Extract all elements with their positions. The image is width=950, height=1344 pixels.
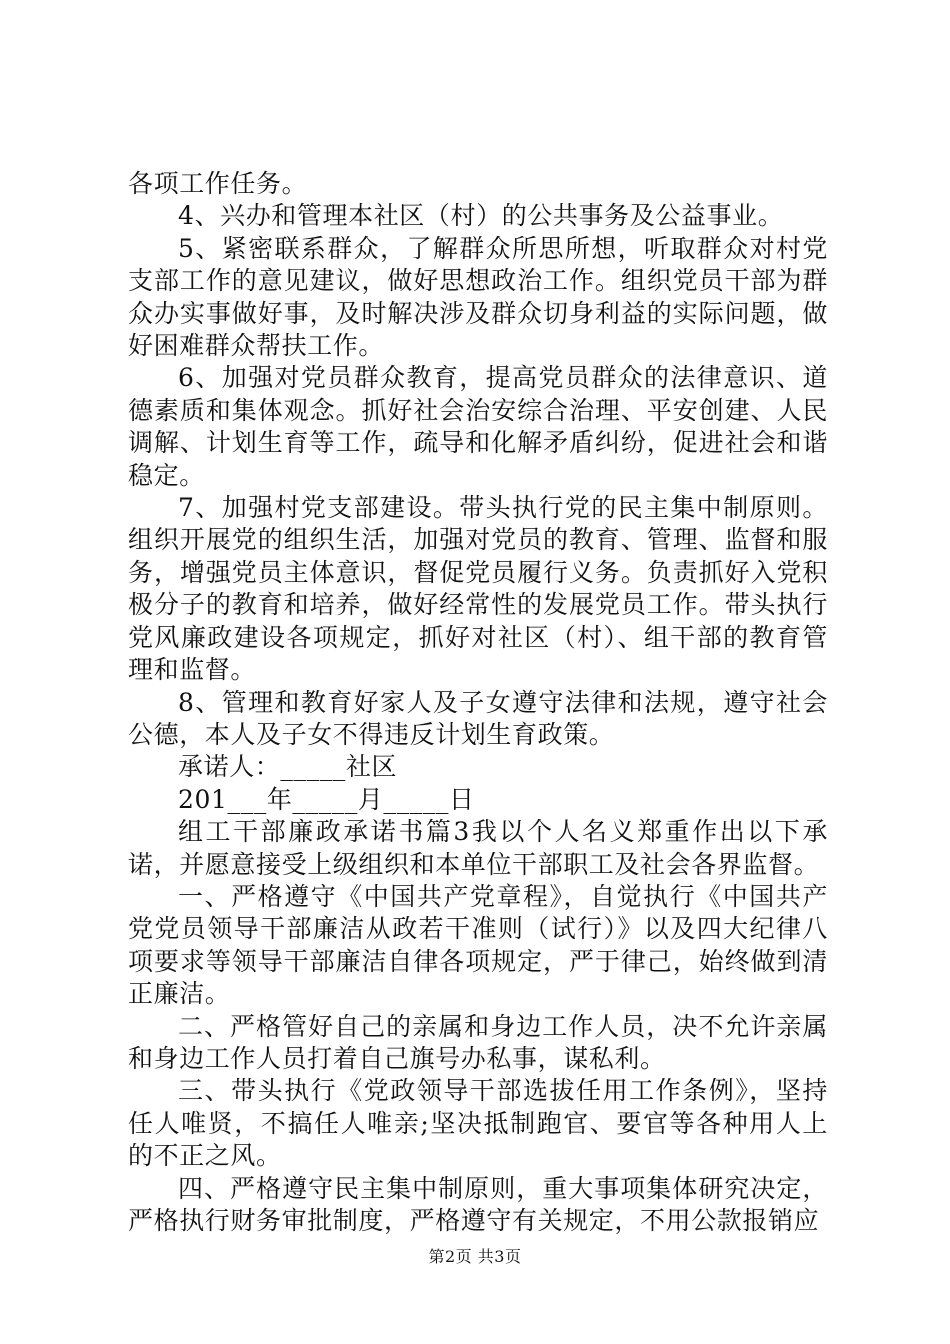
- paragraph-3: 5、紧密联系群众，了解群众所思所想，听取群众对村党支部工作的意见建议，做好思想政治工作。组织党员干部为群众办实事做好事，及时解决涉及群众切身利益的实际问题，做好困难群众帮扶工作。: [128, 233, 828, 361]
- paragraph-5: 7、加强村党支部建设。带头执行党的民主集中制原则。组织开展党的组织生活，加强对党员的教育、管理、监督和服务，增强党员主体意识，督促党员履行义务。负责抓好入党积极分子的教育和培养，做好经常性的发展党员工作。带头执行党风廉政建设各项规定，抓好对社区（村）、组干部的教育管理和监督。: [128, 493, 828, 685]
- paragraph-2: 4、兴办和管理本社区（村）的公共事务及公益事业。: [178, 201, 784, 231]
- paragraph-1: 各项工作任务。: [128, 169, 308, 198]
- paragraph-9: 组工干部廉政承诺书篇3我以个人名义郑重作出以下承诺，并愿意接受上级组织和本单位干部职工及社会各界监督。: [128, 817, 828, 879]
- document-body: [128, 168, 828, 1237]
- date-line: 201___年_____月_____日: [178, 784, 475, 814]
- signature-line: 承诺人：_____社区: [178, 752, 398, 782]
- page-number-footer: 第2页 共3页: [428, 1247, 522, 1266]
- paragraph-12: 三、带头执行《党政领导干部选拔任用工作条例》，坚持任人唯贤，不搞任人唯亲;坚决抵制跑官、要官等各种用人上的不正之风。: [128, 1076, 828, 1171]
- paragraph-10: 一、严格遵守《中国共产党章程》，自觉执行《中国共产党党员领导干部廉洁从政若干准则（试行）》以及四大纪律八项要求等领导干部廉洁自律各项规定，严于律己，始终做到清正廉洁。: [128, 881, 828, 1009]
- paragraph-13: 四、严格遵守民主集中制原则，重大事项集体研究决定，严格执行财务审批制度，严格遵守有关规定，不用公款报销应: [128, 1173, 828, 1235]
- paragraph-11: 二、严格管好自己的亲属和身边工作人员，决不允许亲属和身边工作人员打着自己旗号办私事，谋私利。: [128, 1011, 828, 1073]
- paragraph-6: 8、管理和教育好家人及子女遵守法律和法规，遵守社会公德，本人及子女不得违反计划生育政策。: [128, 687, 828, 749]
- paragraph-4: 6、加强对党员群众教育，提高党员群众的法律意识、道德素质和集体观念。抓好社会治安综合治理、平安创建、人民调解、计划生育等工作，疏导和化解矛盾纠纷，促进社会和谐稳定。: [128, 363, 828, 490]
